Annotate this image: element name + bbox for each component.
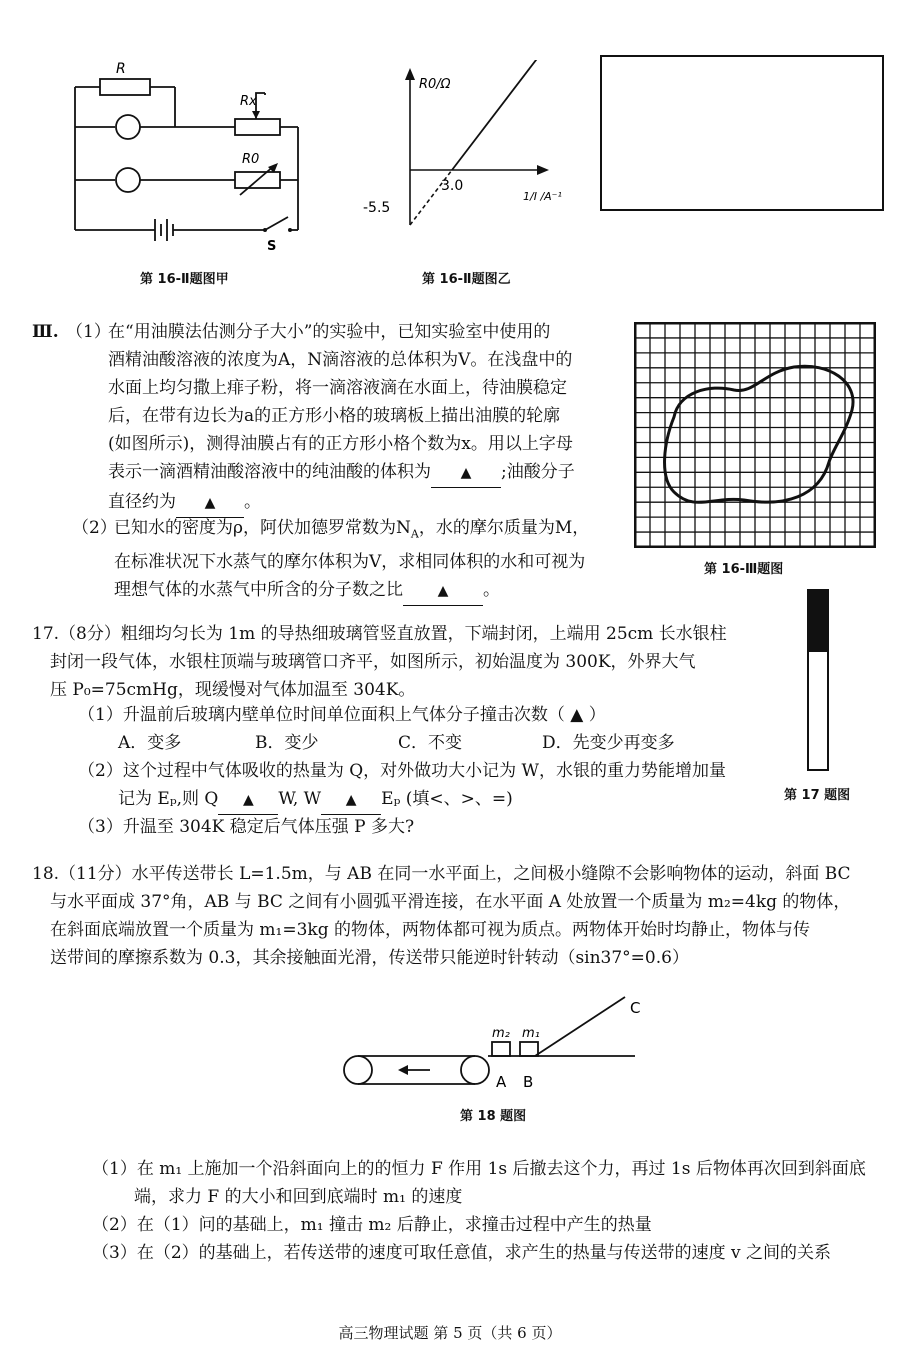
q17-option-a: A．变多	[118, 733, 182, 753]
text-line: 在斜面底端放置一个质量为 m₁=3kg 的物体，两物体都可视为质点。两物体开始时均静止，物体与传	[50, 920, 810, 940]
text-line: 水面上均匀撒上痱子粉，将一滴溶液滴在水面上，待油膜稳定	[108, 378, 567, 398]
q18-stem	[32, 860, 851, 972]
q17-option-d: D．先变少再变多	[542, 733, 675, 753]
left-roller	[344, 1056, 372, 1084]
text-span: 表示一滴酒精油酸溶液中的纯油酸的体积为	[108, 462, 431, 482]
q17-stem	[32, 620, 727, 704]
text-line: 在标准状况下水蒸气的摩尔体积为V，求相同体积的水和可视为	[114, 552, 586, 573]
y-axis-label: R0/Ω	[419, 77, 451, 92]
blank-mark: ▲	[204, 495, 216, 511]
label-m1: m₁	[522, 1026, 540, 1041]
text-line: 18.（11分）水平传送带长 L=1.5m，与 AB 在同一水平面上，之间极小缝隙不会影响物体的运动，斜面 BC	[32, 864, 851, 884]
y-intercept-label: -5.5	[363, 200, 391, 216]
oil-film-outline	[665, 366, 853, 502]
text-line: 酒精油酸溶液的浓度为A，N滴溶液的总体积为V。在浅盘中的	[108, 350, 573, 370]
q17-sub1: （1）升温前后玻璃内壁单位时间单位面积上气体分子撞击次数（ ▲ ）	[78, 705, 606, 725]
label-B: B	[523, 1073, 534, 1091]
answer-blank[interactable]	[218, 785, 278, 815]
text-span: 理想气体的水蒸气中所含的分子数之比	[114, 580, 403, 601]
subscript: A	[410, 527, 419, 541]
label-Rx: Rx	[240, 94, 257, 109]
text-line: 压 P₀=75cmHg，现缓慢对气体加温至 304K。	[50, 680, 416, 700]
text-line: 送带间的摩擦系数为 0.3，其余接触面光滑，传送带只能逆时针转动（sin37°=0.6）	[50, 948, 689, 968]
incline-bc	[535, 997, 625, 1056]
text-span: 直径约为	[108, 492, 176, 512]
label-m2: m₂	[492, 1026, 510, 1041]
x-intercept-label: 3.0	[441, 178, 464, 194]
text-line: 与水平面成 37°角，AB 与 BC 之间有小圆弧平滑连接，在水平面 A 处放置一个质量为 m₂=4kg 的物体，	[50, 892, 851, 912]
label-A: A	[496, 1073, 507, 1091]
fig16-2-yi-caption: 第 16-Ⅱ题图乙	[422, 272, 511, 287]
text-line: (如图所示)，测得油膜占有的正方形小格个数为x。用以上字母	[108, 434, 573, 454]
block-m1	[520, 1042, 538, 1056]
fig16-2-jia-caption: 第 16-Ⅱ题图甲	[140, 272, 229, 287]
text-line	[114, 576, 589, 606]
glass-tube-figure	[800, 588, 840, 778]
x-axis-label: 1/I /A⁻¹	[523, 190, 562, 203]
text-line: 17.（8分）粗细均匀长为 1m 的导热细玻璃管竖直放置，下端封闭，上端用 25cm 长水银柱	[32, 624, 727, 644]
text-span: Eₚ (填<、>、=)	[381, 789, 513, 809]
q16-3-p2-text	[114, 514, 589, 606]
q17-option-b: B．变少	[255, 733, 319, 753]
q17-sub3: （3）升温至 304K 稳定后气体压强 P 多大?	[78, 817, 415, 837]
text-line	[108, 458, 575, 488]
text-span: 记为 Eₚ,则 Q	[118, 789, 219, 809]
circuit-diagram	[60, 55, 320, 255]
fig16-3-caption: 第 16-Ⅲ题图	[704, 562, 784, 577]
text-span: 。	[244, 492, 261, 512]
q18-sub2: （2）在（1）问的基础上，m₁ 撞击 m₂ 后静止，求撞击过程中产生的热量	[92, 1215, 652, 1235]
label-C: C	[630, 999, 641, 1017]
text-span: ，水的摩尔质量为M，	[418, 518, 590, 538]
text-span: W, W	[278, 789, 322, 809]
answer-blank[interactable]	[321, 785, 381, 815]
blank-mark: ▲	[242, 792, 254, 808]
answer-box	[600, 55, 884, 211]
q17-option-c: C．不变	[398, 733, 463, 753]
right-roller	[461, 1056, 489, 1084]
text-span: ;油酸分子	[501, 462, 575, 482]
oil-film-grid	[634, 322, 876, 548]
blank-mark: ▲	[460, 465, 472, 481]
fig18-caption: 第 18 题图	[460, 1109, 527, 1124]
block-m2	[492, 1042, 510, 1056]
text-line	[114, 514, 589, 548]
text-line: 封闭一段气体，水银柱顶端与玻璃管口齐平，如图所示，初始温度为 300K，外界大气	[50, 652, 696, 672]
q16-3-p1-text	[108, 318, 575, 518]
label-S: S	[267, 239, 277, 254]
q16-3-p1-num: （1）	[66, 322, 111, 342]
q18-sub3: （3）在（2）的基础上，若传送带的速度可取任意值，求产生的热量与传送带的速度 v 之间的关系	[92, 1243, 832, 1263]
text-line: 在“用油膜法估测分子大小”的实验中，已知实验室中使用的	[108, 322, 551, 342]
r0-vs-inverse-current-graph	[355, 60, 585, 240]
text-line: 后，在带有边长为a的正方形小格的玻璃板上描出油膜的轮廓	[108, 406, 561, 426]
q18-sub1-line1: （1）在 m₁ 上施加一个沿斜面向上的的恒力 F 作用 1s 后撤去这个力，再过 1s 后物体再次回到斜面底	[92, 1159, 866, 1179]
q18-sub1-line2: 端，求力 F 的大小和回到底端时 m₁ 的速度	[134, 1187, 463, 1207]
blank-mark: ▲	[345, 792, 357, 808]
text-span: 已知水的密度为ρ，阿伏加德罗常数为N	[114, 518, 411, 538]
fig17-caption: 第 17 题图	[784, 788, 851, 803]
mercury-column	[808, 590, 828, 652]
answer-blank[interactable]	[431, 458, 501, 488]
page-footer: 高三物理试题 第 5 页（共 6 页）	[338, 1324, 562, 1342]
text-span: 。	[483, 580, 500, 601]
blank-mark: ▲	[437, 583, 449, 600]
q17-sub2-line2	[118, 785, 513, 815]
q16-3-p2-num: （2）	[72, 518, 117, 538]
data-line	[452, 60, 543, 170]
label-R: R	[116, 61, 126, 77]
q17-sub2-line1: （2）这个过程中气体吸收的热量为 Q，对外做功大小记为 W，水银的重力势能增加量	[78, 761, 727, 781]
conveyor-figure	[330, 985, 660, 1095]
label-R0: R0	[242, 152, 260, 167]
left-arrow-icon	[398, 1065, 408, 1075]
q16-3-head: Ⅲ.	[32, 322, 59, 342]
answer-blank[interactable]	[403, 576, 483, 606]
